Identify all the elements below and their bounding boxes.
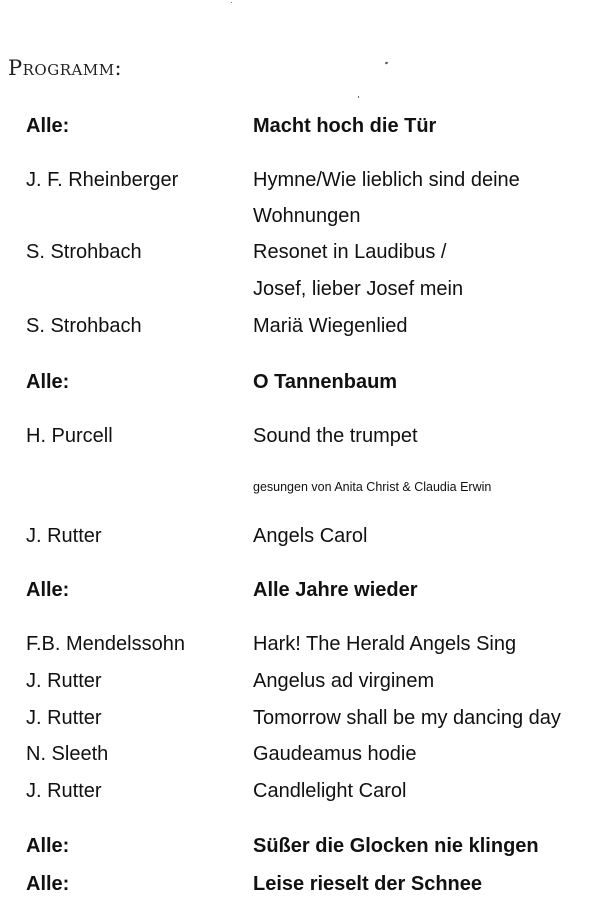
composer-name: J. Rutter [26, 525, 102, 547]
performer-alle: Alle: [26, 835, 70, 857]
program-heading: Programm: [8, 56, 123, 80]
composer-name: H. Purcell [26, 425, 113, 447]
piece-title: Resonet in Laudibus / [253, 241, 447, 263]
piece-title: Sound the trumpet [253, 425, 418, 447]
composer-name: F.B. Mendelssohn [26, 633, 185, 655]
piece-title: Alle Jahre wieder [253, 579, 418, 601]
composer-name: J. Rutter [26, 707, 102, 729]
piece-title: Süßer die Glocken nie klingen [253, 835, 539, 857]
performer-alle: Alle: [26, 371, 70, 393]
scan-speck [385, 61, 389, 64]
scan-speck [231, 2, 232, 3]
composer-name: J. Rutter [26, 780, 102, 802]
piece-title: Gaudeamus hodie [253, 743, 417, 765]
scan-speck [358, 96, 359, 98]
piece-title: Candlelight Carol [253, 780, 407, 802]
piece-title: Tomorrow shall be my dancing day [253, 707, 561, 729]
composer-name: N. Sleeth [26, 743, 109, 765]
piece-title: Hymne/Wie lieblich sind deine [253, 169, 520, 191]
composer-name: J. F. Rheinberger [26, 169, 179, 191]
piece-title: Macht hoch die Tür [253, 115, 437, 137]
piece-title: Mariä Wiegenlied [253, 315, 408, 337]
piece-title: Angelus ad virginem [253, 670, 435, 692]
piece-title: Angels Carol [253, 525, 368, 547]
composer-name: J. Rutter [26, 670, 102, 692]
composer-name: S. Strohbach [26, 241, 142, 263]
performer-alle: Alle: [26, 873, 70, 895]
performer-alle: Alle: [26, 115, 70, 137]
performer-alle: Alle: [26, 579, 70, 601]
composer-name: S. Strohbach [26, 315, 142, 337]
piece-title-continued: Josef, lieber Josef mein [253, 278, 464, 300]
piece-title: Hark! The Herald Angels Sing [253, 633, 517, 655]
piece-title-continued: Wohnungen [253, 205, 361, 227]
piece-title: O Tannenbaum [253, 371, 398, 393]
piece-title: Leise rieselt der Schnee [253, 873, 483, 895]
performer-note: gesungen von Anita Christ & Claudia Erwin [253, 480, 492, 494]
